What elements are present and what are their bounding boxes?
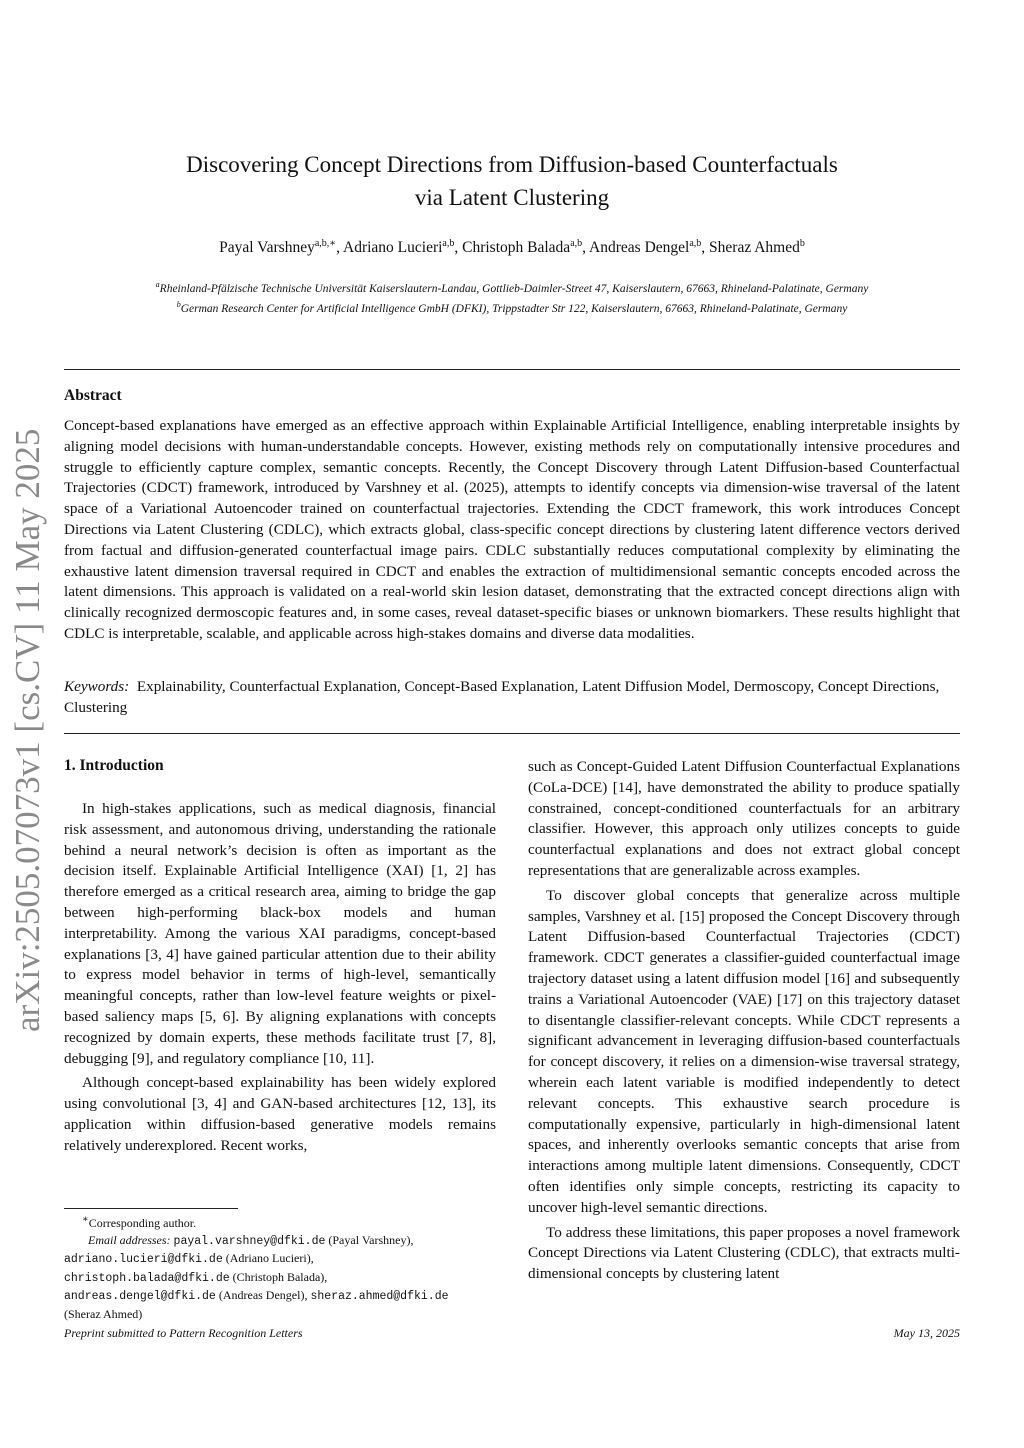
email-address[interactable]: adriano.lucieri@dfki.de: [64, 1253, 223, 1267]
paragraph: To discover global concepts that generalize across multiple samples, Varshney et al. [15] proposed the Concept Discovery through Latent Diffusion-based Counterfactual Trajectories (CDCT) framework. CDCT generates a classifier-guided counterfactual image trajectory dataset using a latent diffusion model [16] and subsequently trains a Variational Autoencoder (VAE) [17] on this trajectory dataset to disentangle classifier-relevant concepts. While CDCT represents a significant advancement in leveraging diffusion-based counterfactuals for concept discovery, it relies on a dimension-wise traversal strategy, wherein each latent variable is modified independently to detect relevant concepts. This exhaustive search procedure is computationally expensive, particularly in high-dimensional latent spaces, and inherently overlooks semantic concepts that arise from interactions among multiple latent dimensions. Consequently, CDCT often identifies only simple concepts, restricting its capacity to uncover high-level semantic directions.: [528, 886, 960, 1216]
footnote-emails-line: [64, 1306, 496, 1323]
abstract-heading: Abstract: [64, 387, 122, 404]
abstract-body: Concept-based explanations have emerged as an effective approach within Explainable Artificial Intelligence, enabling interpretable insights by aligning model decisions with human-understandable concepts. However, existing methods rely on computationally intensive procedures and struggle to efficiently capture complex, semantic concepts. Recently, the Concept Discovery through Latent Diffusion-based Counterfactual Trajectories (CDCT) framework, introduced by Varshney et al. (2025), attempts to identify concepts via dimension-wise traversal of the latent space of a Variational Autoencoder trained on counterfactual trajectories. Extending the CDCT framework, this work introduces Concept Directions via Latent Clustering (CDLC), which extracts global, class-specific concept directions by clustering latent difference vectors derived from factual and diffusion-generated counterfactual image pairs. CDLC substantially reduces computational complexity by eliminating the exhaustive latent dimension traversal required in CDCT and enables the extraction of multidimensional semantic concepts encoded across the latent dimensions. This approach is validated on a real-world skin lesion dataset, demonstrating that the extracted concept directions align with clinically recognized dermoscopic features and, in some cases, reveal dataset-specific biases or unknown biomarkers. These results highlight that CDLC is interpretable, scalable, and applicable across high-stakes domains and diverse data modalities.: [64, 417, 960, 642]
affiliation-b: $^b$German Research Center for Artificial Intelligence GmbH (DFKI), Trippstadter Str 122, Kaiserslautern, 67663, Rhineland-Palatinate, Germany: [176, 299, 848, 315]
email-owner: (Christoph Balada),: [232, 1269, 328, 1284]
email-owner: (Adriano Lucieri),: [225, 1251, 314, 1266]
author: Adriano Lucieri: [343, 239, 443, 257]
footnote-rule: [64, 1208, 238, 1209]
keywords: [64, 677, 960, 719]
author: Christoph Balada: [462, 239, 571, 257]
footnote-corresponding: ∗Corresponding author.: [82, 1214, 197, 1230]
paragraph: such as Concept-Guided Latent Diffusion Counterfactual Explanations (CoLa-DCE) [14], have demonstrated the ability to produce spatially constrained, concept-conditioned counterfactuals for an arbitrary classifier. However, this approach only utilizes concepts to guide counterfactual explanations and does not extract global concept representations that are generalizable across examples.: [528, 758, 960, 879]
author-sup: a,b,∗: [314, 238, 337, 249]
section-heading-introduction: 1. Introduction: [64, 757, 164, 774]
divider-bottom: [64, 733, 960, 734]
email-owner: (Andreas Dengel),: [218, 1288, 308, 1303]
right-column: [528, 757, 960, 1285]
author: Payal Varshney: [219, 239, 315, 257]
email-address[interactable]: andreas.dengel@dfki.de: [64, 1290, 216, 1304]
paragraph: Although concept-based explainability has been widely explored using convolutional [3, 4] and GAN-based architectures [12, 13], its application within diffusion-based generative models remains relatively underexplored. Recent works,: [64, 1074, 496, 1154]
paragraph: In high-stakes applications, such as medical diagnosis, financial risk assessment, and autonomous driving, understanding the rationale behind a neural network’s decision is often as important as the decision itself. Explainable Artificial Intelligence (XAI) [1, 2] has therefore emerged as a critical research area, aiming to bridge the gap between high-performing black-box models and human interpretability. Among the various XAI paradigms, concept-based explanations [3, 4] have gained particular attention due to their ability to express model behavior in terms of high-level, semantically meaningful concepts, rather than low-level feature weights or pixel-based saliency maps [5, 6]. By aligning explanations with concepts recognized by domain experts, these methods facilitate trust [7, 8], debugging [9], and regulatory compliance [10, 11].: [64, 800, 496, 1067]
divider-top: [64, 369, 960, 370]
footer-date: May 13, 2025: [893, 1326, 960, 1340]
affiliation-a: $^a$Rheinland-Pfälzische Technische Universität Kaiserslautern-Landau, Gottlieb-Daimler-Street 47, Kaiserslautern, 67663, Rhineland-Palatinate, Germany: [155, 280, 869, 295]
footnote: [64, 1212, 496, 1323]
affiliations: [0, 277, 1024, 317]
title-line-2: via Latent Clustering: [414, 185, 610, 210]
email-owner: (Payal Varshney),: [328, 1232, 414, 1247]
left-column: [64, 799, 496, 1157]
footnote-emails-line: [64, 1232, 496, 1251]
author: Andreas Dengel: [589, 239, 690, 257]
email-address[interactable]: sheraz.ahmed@dfki.de: [310, 1290, 449, 1304]
paragraph: To address these limitations, this paper proposes a novel framework Concept Directions via Latent Clustering (CDLC), that extracts multi-dimensional concepts by clustering latent: [528, 1223, 960, 1283]
footnote-emails-line: [64, 1287, 496, 1306]
footer-preprint-note: Preprint submitted to Pattern Recognition Letters: [64, 1326, 303, 1340]
keywords-label: Keywords:: [64, 678, 130, 695]
footnote-emails-line: [64, 1250, 496, 1269]
arxiv-stamp-text: arXiv:2505.07073v1 [cs.CV] 11 May 2025: [8, 428, 47, 1032]
email-owner: (Sheraz Ahmed): [64, 1306, 143, 1321]
title-line-1: Discovering Concept Directions from Diffusion-based Counterfactuals: [186, 152, 838, 177]
paper-title: [0, 148, 1024, 214]
email-label: Email addresses:: [88, 1232, 171, 1247]
email-address[interactable]: christoph.balada@dfki.de: [64, 1271, 230, 1285]
author: Sheraz Ahmed: [709, 239, 800, 257]
author-sup: a,b: [442, 238, 455, 249]
author-sup: a,b: [570, 238, 583, 249]
footnote-emails-line: [64, 1269, 496, 1288]
author-list: Payal Varshney$^{a,b,∗}$, Adriano Lucieri$^{a,b}$, Christoph Balada$^{a,b}$, Andreas Dengel$^{a,b}$, Sheraz Ahmed$^b$: [219, 238, 805, 257]
author-sup: b: [799, 238, 805, 249]
email-address[interactable]: payal.varshney@dfki.de: [173, 1234, 326, 1248]
author-sup: a,b: [689, 238, 702, 249]
keywords-text: Explainability, Counterfactual Explanation, Concept-Based Explanation, Latent Diffusion Model, Dermoscopy, Concept Directions, Clustering: [64, 678, 940, 716]
